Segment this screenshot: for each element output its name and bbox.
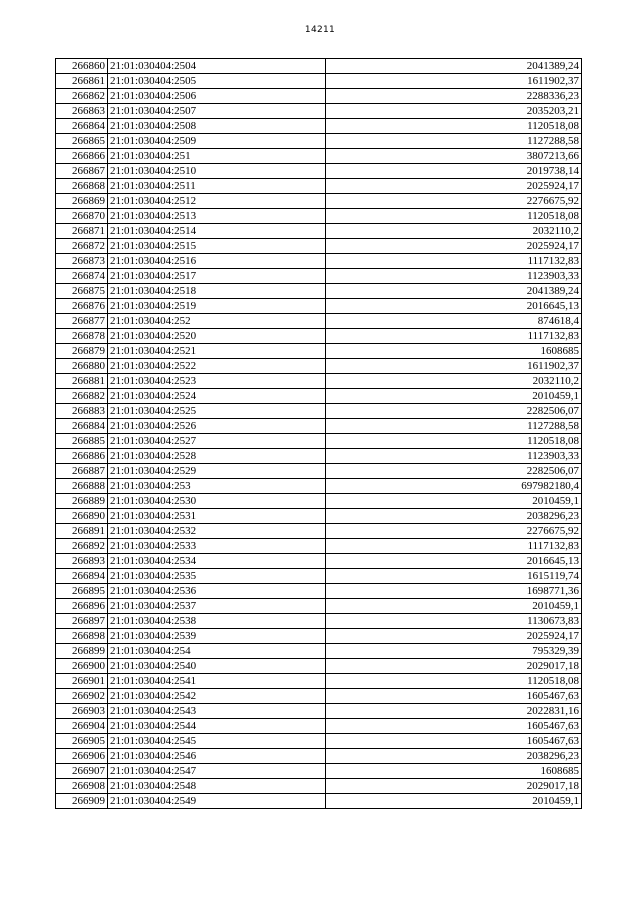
cadastral-number-cell: 21:01:030404:251: [108, 149, 326, 164]
row-number-cell: 266871: [56, 224, 108, 239]
cadastral-number-cell: 21:01:030404:2505: [108, 74, 326, 89]
cadastral-number-cell: 21:01:030404:2525: [108, 404, 326, 419]
cadastral-value-cell: 2038296,23: [326, 749, 582, 764]
cadastral-value-cell: 1615119,74: [326, 569, 582, 584]
cadastral-number-cell: 21:01:030404:2527: [108, 434, 326, 449]
cadastral-number-cell: 21:01:030404:2528: [108, 449, 326, 464]
cadastral-value-cell: 2032110,2: [326, 374, 582, 389]
cadastral-value-cell: 2029017,18: [326, 779, 582, 794]
cadastral-number-cell: 21:01:030404:254: [108, 644, 326, 659]
table-row: [56, 104, 582, 119]
cadastral-value-cell: 2019738,14: [326, 164, 582, 179]
cadastral-value-cell: 1117132,83: [326, 329, 582, 344]
cadastral-value-cell: 1605467,63: [326, 734, 582, 749]
cadastral-value-cell: 2038296,23: [326, 509, 582, 524]
cadastral-number-cell: 21:01:030404:2514: [108, 224, 326, 239]
cadastral-number-cell: 21:01:030404:2541: [108, 674, 326, 689]
table-row: [56, 464, 582, 479]
table-row: [56, 449, 582, 464]
cadastral-number-cell: 21:01:030404:2509: [108, 134, 326, 149]
cadastral-number-cell: 21:01:030404:2520: [108, 329, 326, 344]
cadastral-value-cell: 2025924,17: [326, 179, 582, 194]
cadastral-value-cell: 1605467,63: [326, 719, 582, 734]
row-number-cell: 266884: [56, 419, 108, 434]
cadastral-value-cell: 2032110,2: [326, 224, 582, 239]
cadastral-number-cell: 21:01:030404:253: [108, 479, 326, 494]
row-number-cell: 266907: [56, 764, 108, 779]
table-row: [56, 284, 582, 299]
cadastral-value-cell: 1611902,37: [326, 74, 582, 89]
row-number-cell: 266894: [56, 569, 108, 584]
table-row: [56, 224, 582, 239]
row-number-cell: 266908: [56, 779, 108, 794]
cadastral-value-cell: 1120518,08: [326, 209, 582, 224]
cadastral-number-cell: 21:01:030404:2506: [108, 89, 326, 104]
table-row: [56, 254, 582, 269]
table-row: [56, 74, 582, 89]
cadastral-value-cell: 2022831,16: [326, 704, 582, 719]
table-row: [56, 779, 582, 794]
cadastral-value-cell: 1127288,58: [326, 419, 582, 434]
row-number-cell: 266879: [56, 344, 108, 359]
table-row: [56, 509, 582, 524]
row-number-cell: 266865: [56, 134, 108, 149]
row-number-cell: 266897: [56, 614, 108, 629]
row-number-cell: 266873: [56, 254, 108, 269]
table-row: [56, 539, 582, 554]
cadastral-number-cell: 21:01:030404:2531: [108, 509, 326, 524]
cadastral-number-cell: 21:01:030404:2516: [108, 254, 326, 269]
cadastral-value-cell: 2010459,1: [326, 389, 582, 404]
table-row: [56, 599, 582, 614]
cadastral-number-cell: 21:01:030404:2512: [108, 194, 326, 209]
cadastral-value-cell: 2282506,07: [326, 464, 582, 479]
row-number-cell: 266902: [56, 689, 108, 704]
table-row: [56, 134, 582, 149]
table-row: [56, 674, 582, 689]
cadastral-value-cell: 2282506,07: [326, 404, 582, 419]
table-row: [56, 299, 582, 314]
cadastral-number-cell: 21:01:030404:2511: [108, 179, 326, 194]
cadastral-number-cell: 21:01:030404:2545: [108, 734, 326, 749]
row-number-cell: 266882: [56, 389, 108, 404]
row-number-cell: 266909: [56, 794, 108, 809]
cadastral-number-cell: 21:01:030404:2530: [108, 494, 326, 509]
table-row: [56, 644, 582, 659]
cadastral-value-cell: 1611902,37: [326, 359, 582, 374]
row-number-cell: 266885: [56, 434, 108, 449]
table-row: [56, 614, 582, 629]
cadastral-number-cell: 21:01:030404:2534: [108, 554, 326, 569]
cadastral-number-cell: 21:01:030404:2546: [108, 749, 326, 764]
cadastral-value-cell: 2276675,92: [326, 524, 582, 539]
row-number-cell: 266878: [56, 329, 108, 344]
cadastral-value-cell: 1120518,08: [326, 434, 582, 449]
row-number-cell: 266880: [56, 359, 108, 374]
row-number-cell: 266901: [56, 674, 108, 689]
cadastral-number-cell: 21:01:030404:2522: [108, 359, 326, 374]
cadastral-number-cell: 21:01:030404:2517: [108, 269, 326, 284]
row-number-cell: 266903: [56, 704, 108, 719]
cadastral-number-cell: 21:01:030404:2510: [108, 164, 326, 179]
cadastral-value-cell: 3807213,66: [326, 149, 582, 164]
cadastral-value-cell: 1127288,58: [326, 134, 582, 149]
table-row: [56, 389, 582, 404]
table-row: [56, 374, 582, 389]
cadastral-number-cell: 21:01:030404:2518: [108, 284, 326, 299]
cadastral-number-cell: 21:01:030404:2543: [108, 704, 326, 719]
table-row: [56, 119, 582, 134]
cadastral-value-cell: 1123903,33: [326, 449, 582, 464]
row-number-cell: 266888: [56, 479, 108, 494]
row-number-cell: 266862: [56, 89, 108, 104]
row-number-cell: 266877: [56, 314, 108, 329]
cadastral-number-cell: 21:01:030404:2523: [108, 374, 326, 389]
row-number-cell: 266867: [56, 164, 108, 179]
row-number-cell: 266874: [56, 269, 108, 284]
row-number-cell: 266893: [56, 554, 108, 569]
table-row: [56, 239, 582, 254]
cadastral-value-cell: 795329,39: [326, 644, 582, 659]
table-row: [56, 584, 582, 599]
row-number-cell: 266875: [56, 284, 108, 299]
table-row: [56, 59, 582, 74]
row-number-cell: 266864: [56, 119, 108, 134]
cadastral-value-cell: 874618,4: [326, 314, 582, 329]
cadastral-number-cell: 21:01:030404:2515: [108, 239, 326, 254]
cadastral-number-cell: 21:01:030404:2507: [108, 104, 326, 119]
table-row: [56, 194, 582, 209]
row-number-cell: 266872: [56, 239, 108, 254]
cadastral-number-cell: 21:01:030404:2536: [108, 584, 326, 599]
row-number-cell: 266906: [56, 749, 108, 764]
row-number-cell: 266904: [56, 719, 108, 734]
row-number-cell: 266876: [56, 299, 108, 314]
table-row: [56, 734, 582, 749]
table-body: [56, 59, 582, 809]
row-number-cell: 266891: [56, 524, 108, 539]
table-row: [56, 494, 582, 509]
row-number-cell: 266861: [56, 74, 108, 89]
cadastral-number-cell: 21:01:030404:2524: [108, 389, 326, 404]
cadastral-value-table: [55, 58, 582, 809]
row-number-cell: 266870: [56, 209, 108, 224]
table-row: [56, 764, 582, 779]
row-number-cell: 266887: [56, 464, 108, 479]
cadastral-value-cell: 2025924,17: [326, 239, 582, 254]
cadastral-number-cell: 21:01:030404:2508: [108, 119, 326, 134]
row-number-cell: 266868: [56, 179, 108, 194]
cadastral-value-cell: 1120518,08: [326, 119, 582, 134]
table-row: [56, 659, 582, 674]
table-row: [56, 89, 582, 104]
cadastral-number-cell: 21:01:030404:2544: [108, 719, 326, 734]
cadastral-number-cell: 21:01:030404:2521: [108, 344, 326, 359]
row-number-cell: 266899: [56, 644, 108, 659]
cadastral-value-cell: 1608685: [326, 344, 582, 359]
table-row: [56, 404, 582, 419]
cadastral-value-cell: 1698771,36: [326, 584, 582, 599]
row-number-cell: 266863: [56, 104, 108, 119]
cadastral-number-cell: 21:01:030404:2547: [108, 764, 326, 779]
table-row: [56, 359, 582, 374]
cadastral-value-cell: 2010459,1: [326, 599, 582, 614]
cadastral-value-cell: 1123903,33: [326, 269, 582, 284]
table-row: [56, 434, 582, 449]
table-row: [56, 419, 582, 434]
row-number-cell: 266905: [56, 734, 108, 749]
row-number-cell: 266892: [56, 539, 108, 554]
cadastral-number-cell: 21:01:030404:2513: [108, 209, 326, 224]
cadastral-value-cell: 1117132,83: [326, 539, 582, 554]
cadastral-number-cell: 21:01:030404:2526: [108, 419, 326, 434]
row-number-cell: 266886: [56, 449, 108, 464]
row-number-cell: 266896: [56, 599, 108, 614]
row-number-cell: 266889: [56, 494, 108, 509]
cadastral-number-cell: 21:01:030404:2549: [108, 794, 326, 809]
cadastral-value-cell: 2016645,13: [326, 299, 582, 314]
table-row: [56, 689, 582, 704]
cadastral-value-cell: 1608685: [326, 764, 582, 779]
table-row: [56, 269, 582, 284]
cadastral-number-cell: 21:01:030404:2504: [108, 59, 326, 74]
row-number-cell: 266890: [56, 509, 108, 524]
cadastral-value-cell: 2041389,24: [326, 59, 582, 74]
table-row: [56, 704, 582, 719]
cadastral-value-cell: 2010459,1: [326, 494, 582, 509]
table-row: [56, 179, 582, 194]
cadastral-value-cell: 2035203,21: [326, 104, 582, 119]
table-row: [56, 329, 582, 344]
cadastral-value-cell: 2016645,13: [326, 554, 582, 569]
cadastral-number-cell: 21:01:030404:2519: [108, 299, 326, 314]
cadastral-number-cell: 21:01:030404:252: [108, 314, 326, 329]
cadastral-number-cell: 21:01:030404:2542: [108, 689, 326, 704]
table-row: [56, 569, 582, 584]
row-number-cell: 266866: [56, 149, 108, 164]
row-number-cell: 266900: [56, 659, 108, 674]
cadastral-number-cell: 21:01:030404:2535: [108, 569, 326, 584]
row-number-cell: 266881: [56, 374, 108, 389]
table-row: [56, 164, 582, 179]
cadastral-value-cell: 1120518,08: [326, 674, 582, 689]
cadastral-number-cell: 21:01:030404:2529: [108, 464, 326, 479]
cadastral-number-cell: 21:01:030404:2539: [108, 629, 326, 644]
cadastral-value-cell: 2288336,23: [326, 89, 582, 104]
table-row: [56, 629, 582, 644]
cadastral-number-cell: 21:01:030404:2540: [108, 659, 326, 674]
cadastral-value-cell: 2010459,1: [326, 794, 582, 809]
cadastral-number-cell: 21:01:030404:2548: [108, 779, 326, 794]
cadastral-value-cell: 1130673,83: [326, 614, 582, 629]
row-number-cell: 266860: [56, 59, 108, 74]
cadastral-value-cell: 1117132,83: [326, 254, 582, 269]
cadastral-value-cell: 2029017,18: [326, 659, 582, 674]
table-row: [56, 554, 582, 569]
row-number-cell: 266895: [56, 584, 108, 599]
row-number-cell: 266883: [56, 404, 108, 419]
cadastral-number-cell: 21:01:030404:2532: [108, 524, 326, 539]
table-row: [56, 524, 582, 539]
cadastral-number-cell: 21:01:030404:2538: [108, 614, 326, 629]
cadastral-number-cell: 21:01:030404:2537: [108, 599, 326, 614]
table-row: [56, 149, 582, 164]
table-row: [56, 314, 582, 329]
cadastral-value-cell: 2041389,24: [326, 284, 582, 299]
cadastral-number-cell: 21:01:030404:2533: [108, 539, 326, 554]
table-row: [56, 794, 582, 809]
cadastral-value-cell: 2025924,17: [326, 629, 582, 644]
page-number: 14211: [304, 25, 336, 35]
table-row: [56, 719, 582, 734]
cadastral-value-cell: 1605467,63: [326, 689, 582, 704]
table-row: [56, 209, 582, 224]
cadastral-value-cell: 697982180,4: [326, 479, 582, 494]
table-row: [56, 749, 582, 764]
table-row: [56, 344, 582, 359]
row-number-cell: 266898: [56, 629, 108, 644]
cadastral-value-cell: 2276675,92: [326, 194, 582, 209]
row-number-cell: 266869: [56, 194, 108, 209]
table-row: [56, 479, 582, 494]
